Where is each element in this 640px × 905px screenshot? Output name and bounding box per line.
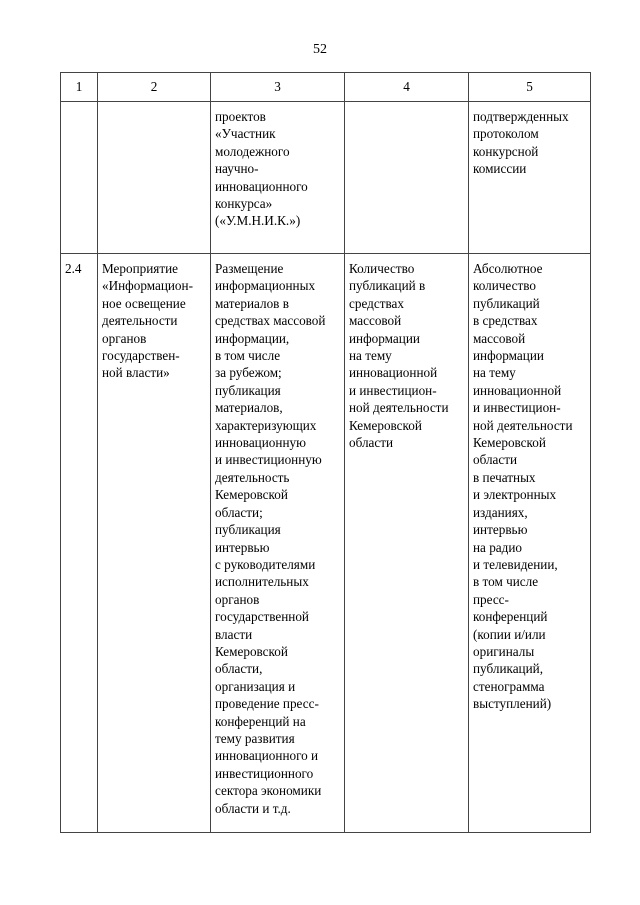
header-cell-1: 1 (61, 73, 98, 102)
header-cell-2: 2 (98, 73, 211, 102)
table-row (61, 254, 591, 833)
table-row (61, 102, 591, 254)
row-number-cell: 2.4 (61, 254, 98, 833)
evidence-cell: подтвержденных протоколом конкурсной комиссии (469, 102, 591, 254)
table-header-row (61, 73, 591, 102)
header-cell-5: 5 (469, 73, 591, 102)
header-cell-4: 4 (345, 73, 469, 102)
evidence-cell: Абсолютное количество публикаций в средствах массовой информации на тему инновационной и инвестицион- ной деятельности Кемеровской области в печатных и электронных изданиях, интервью на радио и телевидении, в том числе пресс- конференций (копии и/или оригиналы публикаций, стенограмма выступлений) (469, 254, 591, 833)
event-content-cell: Размещение информационных материалов в средствах массовой информации, в том числе за рубежом; публикация материалов, характеризующих инновационную и инвестиционную деятельность Кемеровской области; публикация интервью с руководителями исполнительных органов государственной власти Кемеровской области, организация и проведение пресс- конференций на тему развития инновационного и инвестиционного сектора экономики области и т.д. (211, 254, 345, 833)
indicator-cell (345, 102, 469, 254)
page-number: 52 (313, 42, 327, 57)
program-table (60, 72, 591, 833)
event-name-cell: Мероприятие «Информацион- ное освещение деятельности органов государствен- ной власти» (98, 254, 211, 833)
row-number-cell (61, 102, 98, 254)
event-content-cell: проектов «Участник молодежного научно- инновационного конкурса» («У.М.Н.И.К.») (211, 102, 345, 254)
header-cell-3: 3 (211, 73, 345, 102)
event-name-cell (98, 102, 211, 254)
indicator-cell: Количество публикаций в средствах массовой информации на тему инновационной и инвестицион- ной деятельности Кемеровской области (345, 254, 469, 833)
